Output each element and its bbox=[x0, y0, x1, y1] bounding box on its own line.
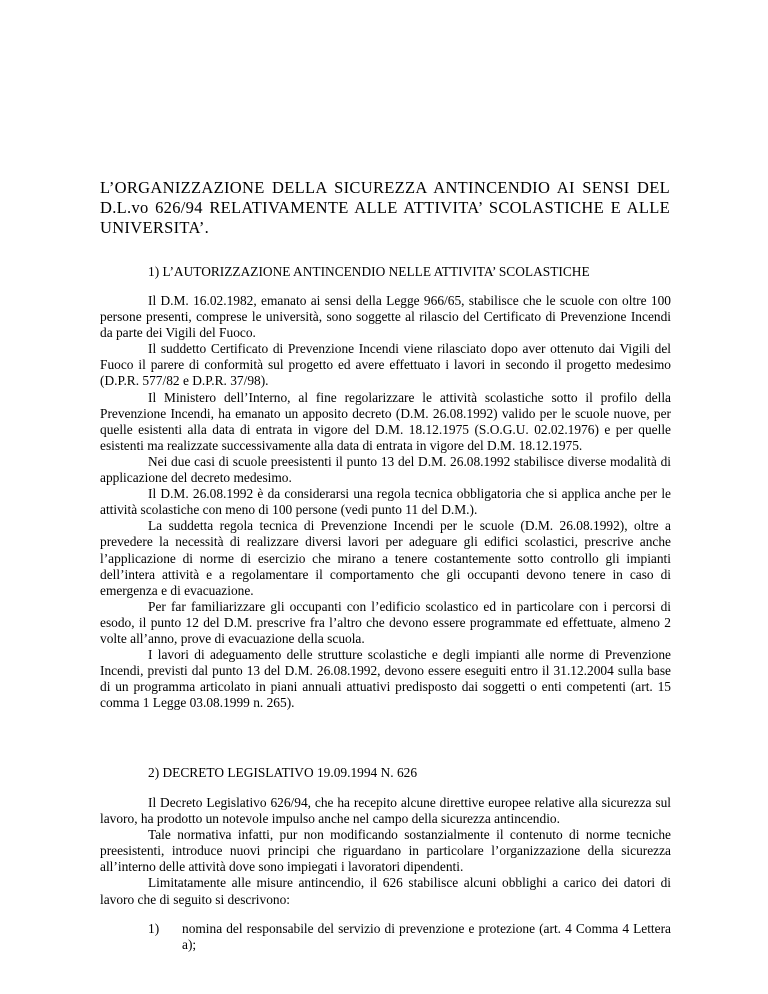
list-item-text: nomina del responsabile del servizio di prevenzione e protezione (art. 4 Comma 4 Lettera a); bbox=[182, 921, 671, 952]
section-1-body bbox=[100, 293, 671, 711]
paragraph: Il Ministero dell’Interno, al fine regolarizzare le attività scolastiche sotto il profilo della Prevenzione Incendi, ha emanato un apposito decreto (D.M. 26.08.1992) valido per le scuole nuove, per quelle esistenti alla data di entrata in vigore del D.M. 18.12.1975 (S.O.G.U. 02.02.1976) e per quelle esistenti ma realizzate successivamente alla data di entrata in vigore del D.M. 18.12.1975. bbox=[100, 389, 671, 453]
paragraph: Il suddetto Certificato di Prevenzione Incendi viene rilasciato dopo aver ottenuto dai Vigili del Fuoco il parere di conformità sul progetto ed avere effettuato i lavori in secondo il progetto medesimo (D.P.R. 577/82 e D.P.R. 37/98). bbox=[100, 341, 671, 389]
paragraph: Il D.M. 26.08.1992 è da considerarsi una regola tecnica obbligatoria che si applica anche per le attività scolastiche con meno di 100 persone (vedi punto 11 del D.M.). bbox=[100, 486, 671, 518]
paragraph: La suddetta regola tecnica di Prevenzione Incendi per le scuole (D.M. 26.08.1992), oltre a prevedere la necessità di realizzare diversi lavori per adeguare gli edifici scolastici, prescrive anche l’applicazione di norme di esercizio che mirano a tenere costantemente sotto controllo gli impianti dell’intera attività e a regolamentare il comportamento che gli occupanti devono tenere in caso di emergenza e di evacuazione. bbox=[100, 518, 671, 598]
paragraph: Tale normativa infatti, pur non modificando sostanzialmente il contenuto di norme tecniche preesistenti, introduce nuovi principi che riguardano in particolare l’organizzazione della sicurezza all’interno delle attività dove sono impiegati i lavoratori dipendenti. bbox=[100, 827, 671, 875]
section-2-body bbox=[100, 795, 671, 908]
paragraph: Per far familiarizzare gli occupanti con l’edificio scolastico ed in particolare con i percorsi di esodo, il punto 12 del D.M. prescrive fra l’altro che devono essere programmate ed effettuate, almeno 2 volte all’anno, prove di evacuazione della scuola. bbox=[100, 598, 671, 646]
paragraph: Limitatamente alle misure antincendio, il 626 stabilisce alcuni obblighi a carico dei datori di lavoro che di seguito si descrivono: bbox=[100, 875, 671, 907]
paragraph: Il Decreto Legislativo 626/94, che ha recepito alcune direttive europee relative alla sicurezza sul lavoro, ha prodotto un notevole impulso anche nel campo della sicurezza antincendio. bbox=[100, 795, 671, 827]
list-item-number: 1) bbox=[148, 921, 160, 936]
paragraph: Il D.M. 16.02.1982, emanato ai sensi della Legge 966/65, stabilisce che le scuole con oltre 100 persone presenti, comprese le università, sono soggette al rilascio del Certificato di Prevenzione Incendi da parte dei Vigili del Fuoco. bbox=[100, 293, 671, 341]
section-1-heading: 1) L’AUTORIZZAZIONE ANTINCENDIO NELLE ATTIVITA’ SCOLASTICHE bbox=[148, 264, 590, 279]
paragraph: Nei due casi di scuole preesistenti il punto 13 del D.M. 26.08.1992 stabilisce diverse modalità di applicazione del decreto medesimo. bbox=[100, 453, 671, 486]
document-title: L’ORGANIZZAZIONE DELLA SICUREZZA ANTINCENDIO AI SENSI DEL D.L.vo 626/94 RELATIVAMENTE ALLE ATTIVITA’ SCOLASTICHE E ALLE UNIVERSITA’. bbox=[100, 178, 670, 237]
section-2-heading: 2) DECRETO LEGISLATIVO 19.09.1994 N. 626 bbox=[148, 765, 418, 780]
paragraph: I lavori di adeguamento delle strutture scolastiche e degli impianti alle norme di Prevenzione Incendi, previsti dal punto 13 del D.M. 26.08.1992, devono essere eseguiti entro il 31.12.2004 sulla base di un programma articolato in piani annuali attuativi predisposto dai soggetti o enti competenti (art. 15 comma 1 Legge 03.08.1999 n. 265). bbox=[100, 647, 671, 711]
